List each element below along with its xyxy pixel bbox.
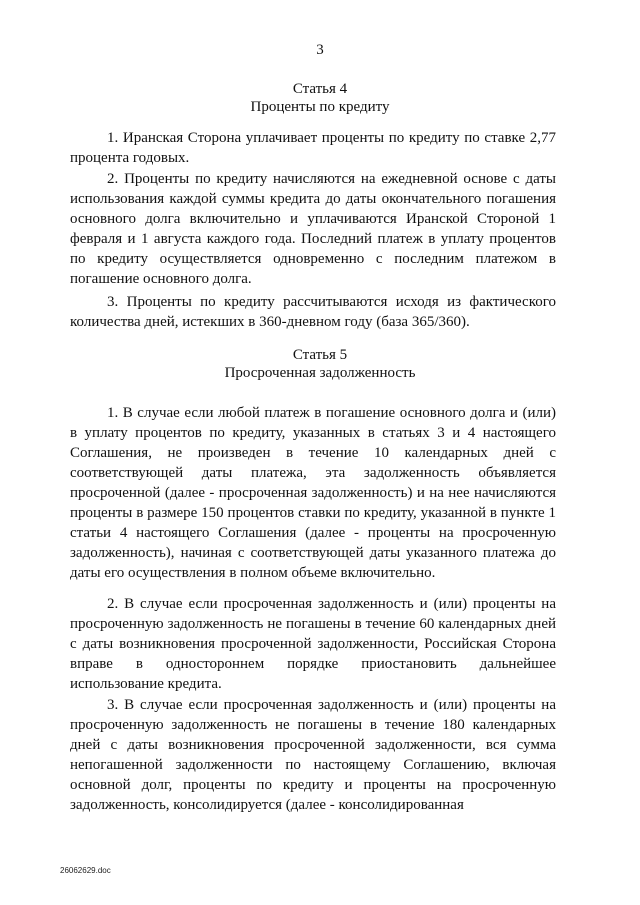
article-4-title: Проценты по кредиту xyxy=(250,99,390,115)
article-5-paragraph-2: 2. В случае если просроченная задолженность и (или) проценты на просроченную задолженность не погашены в течение 60 календарных дней с даты возникновения просроченной задолженности, Российская Сторона вправе в одностороннем порядке приостановить дальнейшее использование кредита. xyxy=(70,596,556,692)
article-5-paragraph-1: 1. В случае если любой платеж в погашение основного долга и (или) в уплату процентов по кредиту, указанных в статьях 3 и 4 настоящего Соглашения, не произведен в течение 10 календарных дней с соответствующей даты платежа, эта задолженность объявляется просроченной (далее - просроченная задолженность) и на нее начисляются проценты в размере 150 процентов ставки по кредиту, указанной в пункте 1 статьи 4 настоящего Соглашения (далее - проценты на просроченную задолженность), начиная с соответствующей даты указанного платежа до даты его осуществления в полном объеме включительно. xyxy=(70,405,556,581)
footer-filename: 26062629.doc xyxy=(60,866,111,875)
article-5-title: Просроченная задолженность xyxy=(224,365,416,381)
article-5-label: Статья 5 xyxy=(292,347,348,363)
article-4-paragraph-2: 2. Проценты по кредиту начисляются на ежедневной основе с даты использования каждой суммы кредита до даты окончательного погашения основного долга включительно и уплачиваются Иранской Стороной 1 февраля и 1 августа каждого года. Последний платеж в уплату процентов по кредиту осуществляется одновременно с последним платежом в погашение основного долга. xyxy=(70,171,556,287)
article-4-paragraph-3: 3. Проценты по кредиту рассчитываются исходя из фактического количества дней, истекших в 360-дневном году (база 365/360). xyxy=(70,294,556,330)
article-5-paragraph-3: 3. В случае если просроченная задолженность и (или) проценты на просроченную задолженность не погашены в течение 180 календарных дней с даты возникновения просроченной задолженности, вся сумма непогашенной задолженности по настоящему Соглашению, включая основной долг, проценты по кредиту и проценты на просроченную задолженность, консолидируется (далее - консолидированная xyxy=(70,697,556,813)
page-number: 3 xyxy=(316,42,324,58)
article-4-paragraph-1: 1. Иранская Сторона уплачивает проценты по кредиту по ставке 2,77 процента годовых. xyxy=(70,130,556,166)
article-4-label: Статья 4 xyxy=(292,81,348,97)
